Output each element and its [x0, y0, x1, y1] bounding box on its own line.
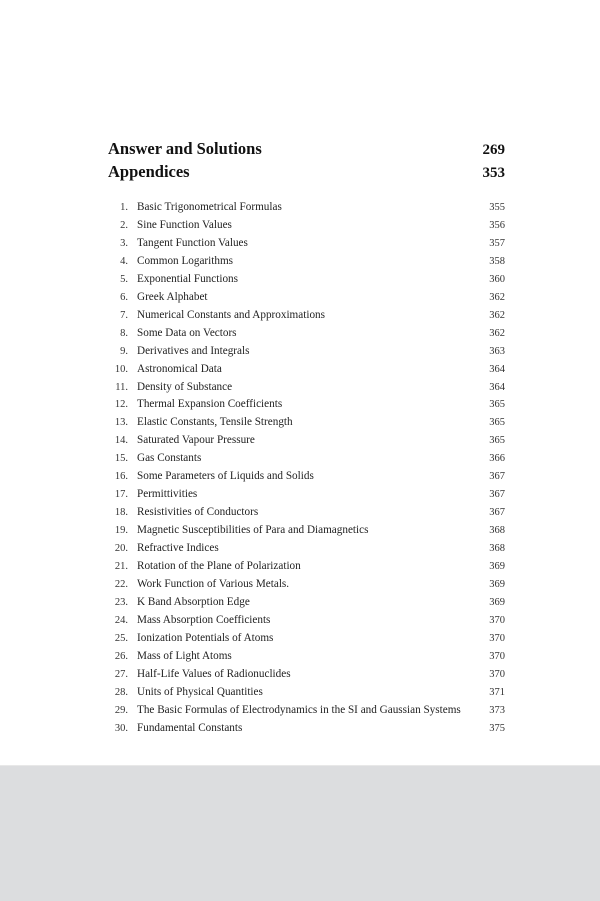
entry-title: Half-Life Values of Radionuclides: [137, 667, 291, 680]
entry-title: Refractive Indices: [137, 542, 219, 555]
entry-number: 3.: [120, 237, 128, 249]
toc-entry[interactable]: [108, 540, 505, 558]
entry-page-number: 369: [489, 579, 505, 591]
entry-title: Density of Substance: [137, 380, 233, 393]
entry-number: 20.: [114, 543, 128, 555]
entry-title: Common Logarithms: [137, 254, 234, 267]
entry-page-number: 367: [489, 489, 505, 501]
entry-page-number: 363: [489, 345, 505, 357]
entry-title: Gas Constants: [137, 452, 202, 465]
toc-entry[interactable]: [108, 630, 505, 648]
toc-entry[interactable]: [108, 379, 505, 397]
entry-number: 17.: [114, 489, 128, 501]
entry-number: 11.: [115, 381, 128, 393]
entry-number: 6.: [120, 291, 128, 303]
entry-number: 29.: [114, 704, 128, 716]
toc-entry[interactable]: [108, 594, 505, 612]
entry-title: Greek Alphabet: [137, 290, 208, 303]
toc-entry[interactable]: [108, 684, 505, 702]
entry-page-number: 368: [489, 525, 505, 537]
toc-entry[interactable]: [108, 432, 505, 450]
entry-number: 22.: [114, 579, 128, 591]
entry-page-number: 368: [489, 543, 505, 555]
toc-entry[interactable]: [108, 396, 505, 414]
entry-page-number: 362: [489, 327, 505, 339]
entry-page-number: 373: [489, 704, 505, 716]
entry-number: 13.: [114, 417, 128, 429]
entry-title: Derivatives and Integrals: [137, 344, 250, 357]
entry-page-number: 358: [489, 255, 505, 267]
entry-page-number: 370: [489, 614, 505, 626]
entry-title: Tangent Function Values: [137, 236, 248, 249]
entry-page-number: 362: [489, 291, 505, 303]
entry-number: 10.: [114, 363, 128, 375]
toc-entry[interactable]: [108, 271, 505, 289]
toc-entry[interactable]: [108, 253, 505, 271]
entry-number: 30.: [114, 722, 128, 734]
entry-page-number: 364: [489, 381, 505, 393]
entry-page-number: 362: [489, 309, 505, 321]
entry-title: Basic Trigonometrical Formulas: [137, 201, 282, 213]
toc-entry[interactable]: [108, 648, 505, 666]
entry-page-number: 370: [489, 632, 505, 644]
entry-page-number: 369: [489, 561, 505, 573]
toc-entry[interactable]: [108, 558, 505, 576]
entry-page-number: 365: [489, 435, 505, 447]
section-title: Answer and Solutions: [108, 139, 262, 158]
toc-entry[interactable]: [108, 361, 505, 379]
entry-title: K Band Absorption Edge: [137, 595, 250, 608]
section-title: Appendices: [108, 162, 190, 181]
entry-title: Magnetic Susceptibilities of Para and Diamagnetics: [137, 524, 369, 537]
entry-title: Saturated Vapour Pressure: [137, 434, 255, 447]
entry-page-number: 370: [489, 650, 505, 662]
entry-title: Mass of Light Atoms: [137, 649, 232, 662]
toc-entry[interactable]: [108, 702, 505, 720]
entry-number: 8.: [120, 327, 128, 339]
toc-entry[interactable]: [108, 307, 505, 325]
toc-entry[interactable]: [108, 486, 505, 504]
toc-entry[interactable]: [108, 217, 505, 235]
entry-number: 14.: [114, 435, 128, 447]
toc-entry[interactable]: [108, 414, 505, 432]
toc-entry[interactable]: [108, 522, 505, 540]
entry-number: 24.: [114, 614, 128, 626]
footer-band: [0, 765, 600, 901]
entry-page-number: 370: [489, 668, 505, 680]
toc-entry[interactable]: [108, 343, 505, 361]
entry-number: 2.: [120, 219, 128, 231]
entry-number: 26.: [114, 650, 128, 662]
entry-title: Thermal Expansion Coefficients: [137, 398, 283, 411]
entry-title: Some Data on Vectors: [137, 326, 237, 339]
entry-number: 15.: [114, 453, 128, 465]
entry-number: 16.: [114, 471, 128, 483]
toc-entry[interactable]: [108, 720, 505, 738]
entry-page-number: 375: [489, 722, 505, 734]
entry-number: 27.: [114, 668, 128, 680]
entry-page-number: 356: [489, 219, 505, 231]
entry-number: 5.: [120, 273, 128, 285]
entry-number: 18.: [114, 507, 128, 519]
entry-title: Resistivities of Conductors: [137, 506, 259, 519]
toc-entry[interactable]: [108, 450, 505, 468]
entry-number: 7.: [120, 309, 128, 321]
toc-entry[interactable]: [108, 576, 505, 594]
toc-section-answers[interactable]: [108, 138, 505, 161]
entry-title: The Basic Formulas of Electrodynamics in the SI and Gaussian Systems: [137, 703, 461, 716]
entry-number: 12.: [114, 399, 128, 411]
entry-title: Some Parameters of Liquids and Solids: [137, 470, 314, 483]
toc-entry[interactable]: [108, 235, 505, 253]
entry-title: Ionization Potentials of Atoms: [137, 631, 274, 644]
entry-number: 1.: [120, 202, 128, 213]
entry-title: Mass Absorption Coefficients: [137, 613, 271, 626]
entry-page-number: 369: [489, 596, 505, 608]
section-page-number: 353: [482, 165, 505, 181]
entry-number: 23.: [114, 596, 128, 608]
toc-section-appendices[interactable]: [108, 161, 505, 184]
entry-title: Exponential Functions: [137, 272, 238, 285]
section-page-number: 269: [482, 142, 505, 158]
entry-title: Numerical Constants and Approximations: [137, 308, 325, 321]
entry-number: 9.: [120, 345, 128, 357]
entry-page-number: 366: [489, 453, 505, 465]
toc-entry[interactable]: [108, 289, 505, 307]
entry-page-number: 367: [489, 507, 505, 519]
entry-title: Elastic Constants, Tensile Strength: [137, 416, 293, 429]
toc-entry[interactable]: [108, 612, 505, 630]
entry-number: 4.: [120, 255, 128, 267]
table-of-contents: [108, 138, 505, 738]
entry-page-number: 355: [489, 202, 505, 213]
entry-page-number: 365: [489, 417, 505, 429]
toc-entry[interactable]: [108, 504, 505, 522]
entry-number: 25.: [114, 632, 128, 644]
toc-entry[interactable]: [108, 468, 505, 486]
toc-entry[interactable]: [108, 666, 505, 684]
entry-page-number: 357: [489, 237, 505, 249]
entry-title: Sine Function Values: [137, 218, 232, 231]
entry-number: 28.: [114, 686, 128, 698]
entry-page-number: 371: [489, 686, 505, 698]
toc-entry[interactable]: [108, 325, 505, 343]
toc-entry[interactable]: [108, 199, 505, 217]
entry-title: Rotation of the Plane of Polarization: [137, 560, 301, 573]
entry-title: Permittivities: [137, 488, 198, 501]
entry-page-number: 365: [489, 399, 505, 411]
entry-page-number: 367: [489, 471, 505, 483]
entry-title: Fundamental Constants: [137, 721, 243, 734]
entry-title: Units of Physical Quantities: [137, 685, 263, 698]
appendix-list: [108, 199, 505, 738]
entry-page-number: 360: [489, 273, 505, 285]
entry-title: Work Function of Various Metals.: [137, 578, 290, 591]
entry-number: 21.: [114, 561, 128, 573]
entry-page-number: 364: [489, 363, 505, 375]
entry-title: Astronomical Data: [137, 362, 222, 375]
entry-number: 19.: [114, 525, 128, 537]
